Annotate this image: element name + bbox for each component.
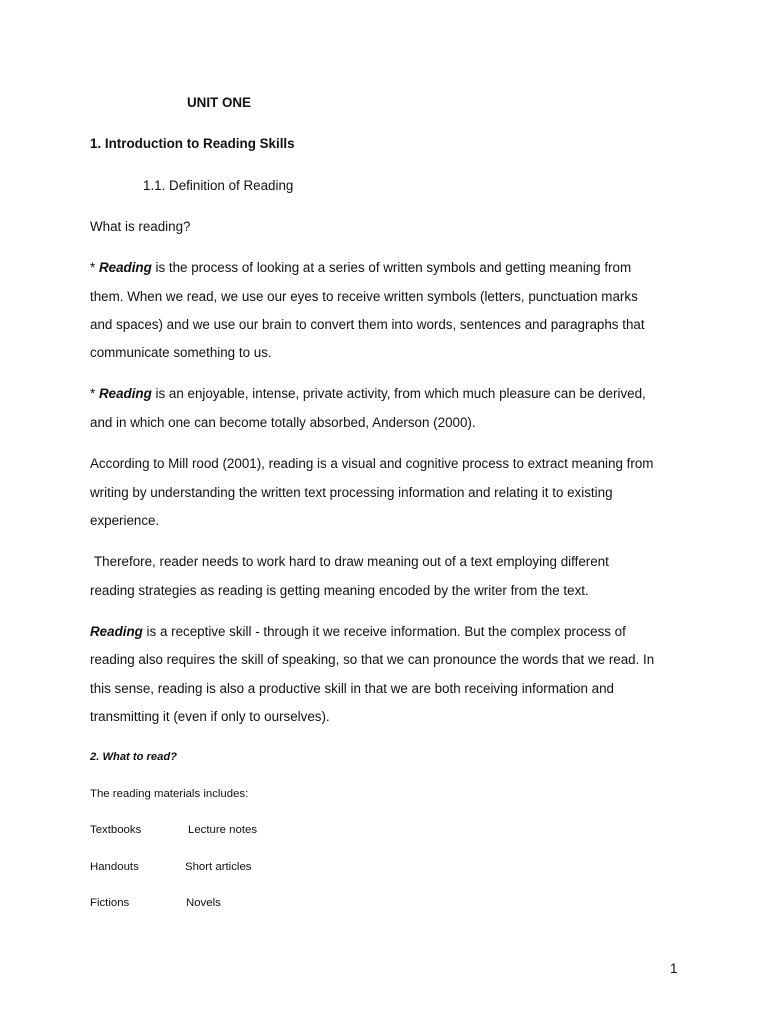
material-right-3: Novels	[186, 897, 221, 909]
para5-text1: is a receptive skill - through it we receive information. But the complex process of	[142, 624, 626, 639]
para5-line2: reading also requires the skill of speaking, so that we can pronounce the words that we read. In	[90, 652, 655, 667]
section-title-2: 2. What to read?	[90, 751, 178, 763]
para1-bullet: *	[90, 260, 96, 275]
para2-bullet: *	[90, 386, 96, 401]
para2-term: Reading	[98, 386, 152, 401]
material-left-2: Handouts	[90, 861, 139, 873]
materials-intro: The reading materials includes:	[90, 788, 249, 800]
para5-line1	[90, 624, 626, 640]
page-number: 1	[670, 961, 678, 976]
para3-line2: writing by understanding the written text processing information and relating it to existing	[90, 485, 613, 500]
para1-line2: them. When we read, we use our eyes to receive written symbols (letters, punctuation marks	[90, 289, 638, 304]
para4-line2: reading strategies as reading is getting meaning encoded by the writer from the text.	[90, 583, 589, 598]
material-left-3: Fictions	[90, 897, 130, 909]
material-right-2: Short articles	[185, 861, 252, 873]
para5-line4: transmitting it (even if only to ourselves).	[90, 709, 330, 724]
para1-line4: communicate something to us.	[90, 345, 272, 360]
para1-term: Reading	[98, 260, 152, 275]
para1-line1	[90, 260, 631, 276]
subsection-title: 1.1. Definition of Reading	[143, 178, 294, 193]
unit-title: UNIT ONE	[187, 95, 251, 110]
question-line: What is reading?	[90, 219, 191, 234]
para3-line3: experience.	[90, 513, 160, 528]
para3-line1: According to Mill rood (2001), reading is a visual and cognitive process to extract meaning from	[90, 456, 654, 471]
para4-line1: Therefore, reader needs to work hard to draw meaning out of a text employing different	[94, 554, 609, 569]
section-title-1: 1. Introduction to Reading Skills	[90, 136, 295, 151]
material-left-1: Textbooks	[90, 824, 142, 836]
para1-text1: is the process of looking at a series of written symbols and getting meaning from	[151, 260, 632, 275]
para5-line3: this sense, reading is also a productive skill in that we are both receiving information and	[90, 681, 615, 696]
material-right-1: Lecture notes	[188, 824, 258, 836]
para1-line3: and spaces) and we use our brain to convert them into words, sentences and paragraphs that	[90, 317, 645, 332]
para2-line1	[90, 386, 646, 402]
para2-text1: is an enjoyable, intense, private activity, from which much pleasure can be derived,	[151, 386, 646, 401]
para2-line2: and in which one can become totally absorbed, Anderson (2000).	[90, 415, 476, 430]
para5-term: Reading	[90, 624, 143, 639]
